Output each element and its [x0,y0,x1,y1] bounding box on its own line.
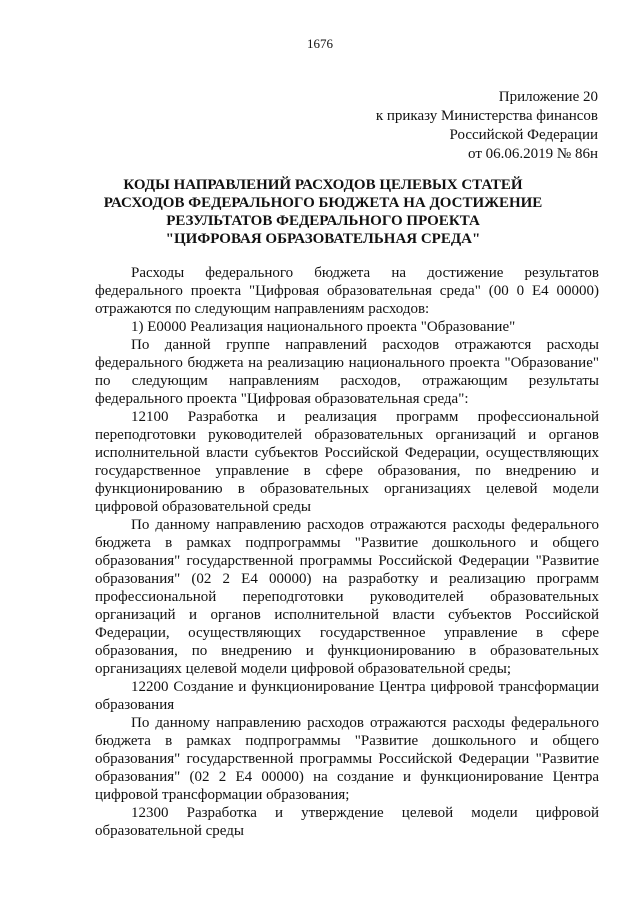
annex-header [376,88,598,164]
paragraph: 12200 Создание и функционирование Центра цифровой трансформации образования [95,679,599,713]
annex-line: Российской Федерации [449,127,598,143]
paragraph: По данному направлению расходов отражаются расходы федерального бюджета в рамках подпрограммы "Развитие дошкольного и общего образования" государственной программы Российской Федерации "Развитие образования" (02 2 Е4 00000) на создание и функционирование Центра цифровой трансформации образования; [95,715,599,803]
paragraph: Расходы федерального бюджета на достижение результатов федерального проекта "Цифровая образовательная среда" (00 0 Е4 00000) отражаются по следующим направлениям расходов: [95,265,599,317]
paragraph: 12100 Разработка и реализация программ профессиональной переподготовки руководителей образовательных организаций и органов исполнительной власти субъектов Российской Федерации, осуществляющих государственное управление в сфере образования, по внедрению и функционированию в образовательных организациях целевой модели цифровой образовательной среды [95,409,599,515]
paragraph: По данному направлению расходов отражаются расходы федерального бюджета в рамках подпрограммы "Развитие дошкольного и общего образования" государственной программы Российской Федерации "Развитие образования" (02 2 Е4 00000) на разработку и реализацию программ профессиональной переподготовки руководителей образовательных организаций и органов исполнительной власти субъектов Российской Федерации, осуществляющих государственное управление в сфере образования, по внедрению и функционированию в образовательных организациях целевой модели цифровой образовательной среды; [95,517,599,677]
annex-line: к приказу Министерства финансов [375,108,598,124]
annex-line: Приложение 20 [498,89,598,105]
title-line: "ЦИФРОВАЯ ОБРАЗОВАТЕЛЬНАЯ СРЕДА" [165,231,481,247]
page-number: 1676 [307,36,333,51]
annex-line: от 06.06.2019 № 86н [468,146,598,162]
document-body [95,264,599,840]
title-line: РАСХОДОВ ФЕДЕРАЛЬНОГО БЮДЖЕТА НА ДОСТИЖЕНИЕ [103,195,543,211]
paragraph: По данной группе направлений расходов отражаются расходы федерального бюджета на реализацию национального проекта "Образование" по следующим направлениям расходов, отражающим результаты федерального проекта "Цифровая образовательная среда": [95,337,599,407]
title-line: РЕЗУЛЬТАТОВ ФЕДЕРАЛЬНОГО ПРОЕКТА [166,213,480,229]
paragraph: 12300 Разработка и утверждение целевой модели цифровой образовательной среды [95,805,599,839]
document-title [40,176,606,248]
paragraph: 1) Е0000 Реализация национального проекта "Образование" [131,319,516,335]
title-line: КОДЫ НАПРАВЛЕНИЙ РАСХОДОВ ЦЕЛЕВЫХ СТАТЕЙ [123,177,523,193]
